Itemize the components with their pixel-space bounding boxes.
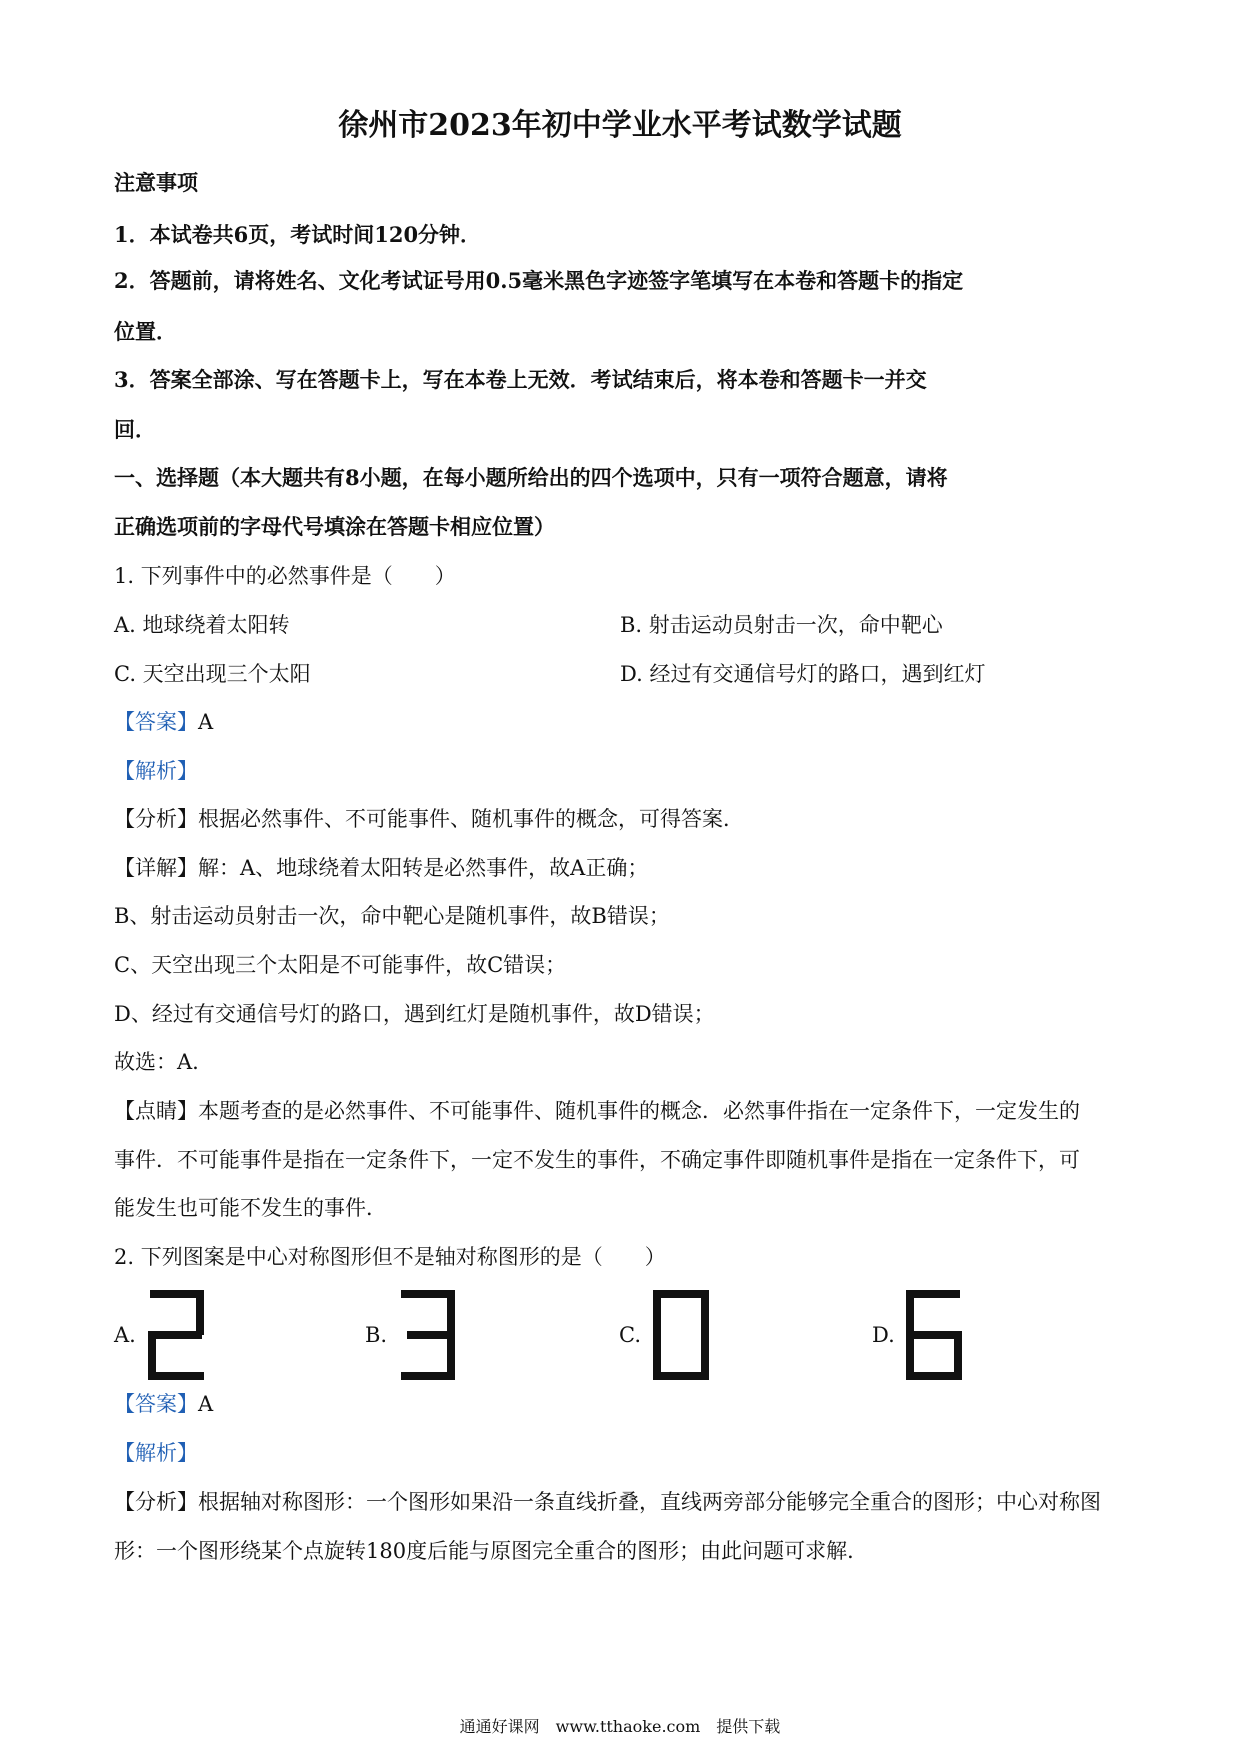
notice-item-2-line-1: 2．答题前，请将姓名、文化考试证号用0.5毫米黑色字迹签字笔填写在本卷和答题卡的指定	[114, 268, 964, 293]
q1-answer	[114, 707, 213, 737]
digit-2-figure	[146, 1290, 206, 1380]
q1-detail-3: C、天空出现三个太阳是不可能事件，故C错误；	[114, 953, 567, 977]
q2-option-d-label: D.	[872, 1323, 895, 1347]
answer-value: A	[198, 710, 214, 734]
digit-0-figure	[651, 1290, 711, 1380]
q1-option-d: D. 经过有交通信号灯的路口，遇到红灯	[620, 662, 986, 686]
answer-tag: 【答案】	[114, 710, 198, 734]
q2-option-c-label: C.	[619, 1323, 641, 1347]
notice-item-1: 1．本试卷共6页，考试时间120分钟．	[114, 222, 482, 247]
q2-answer	[114, 1389, 213, 1419]
section-heading-line-2: 正确选项前的字母代号填涂在答题卡相应位置）	[114, 514, 555, 539]
q1-detail-2: B、射击运动员射击一次，命中靶心是随机事件，故B错误；	[114, 904, 670, 928]
q2-analysis-tag: 【解析】	[114, 1441, 198, 1465]
page-footer: 通通好课网 www.tthaoke.com 提供下载	[459, 1717, 781, 1736]
notice-item-2-line-2: 位置．	[114, 319, 177, 344]
answer-value: A	[198, 1392, 214, 1416]
q1-detail-5: 故选：A.	[114, 1050, 199, 1074]
q2-fenxi-2: 形：一个图形绕某个点旋转180度后能与原图完全重合的图形；由此问题可求解．	[114, 1539, 869, 1563]
answer-tag: 【答案】	[114, 1392, 198, 1416]
section-heading-line-1: 一、选择题（本大题共有8小题，在每小题所给出的四个选项中，只有一项符合题意，请将	[114, 465, 948, 490]
digit-6-figure	[904, 1290, 964, 1380]
q1-analysis-tag: 【解析】	[114, 759, 198, 783]
q1-stem: 1. 下列事件中的必然事件是（ ）	[114, 564, 456, 588]
q2-option-b-label: B.	[365, 1323, 388, 1347]
notice-heading: 注意事项	[114, 170, 198, 195]
q1-detail-4: D、经过有交通信号灯的路口，遇到红灯是随机事件，故D错误；	[114, 1002, 715, 1026]
q2-stem: 2. 下列图案是中心对称图形但不是轴对称图形的是（ ）	[114, 1245, 666, 1269]
digit-3-figure	[397, 1290, 457, 1380]
q2-fenxi-1: 【分析】根据轴对称图形：一个图形如果沿一条直线折叠，直线两旁部分能够完全重合的图形；中心对称图	[114, 1490, 1101, 1514]
q1-fenxi: 【分析】根据必然事件、不可能事件、随机事件的概念，可得答案．	[114, 807, 744, 831]
q1-dianjing-3: 能发生也可能不发生的事件．	[114, 1196, 387, 1220]
q1-dianjing-1: 【点睛】本题考查的是必然事件、不可能事件、随机事件的概念．必然事件指在一定条件下，一定发生的	[114, 1099, 1080, 1123]
notice-item-3-line-2: 回．	[114, 417, 156, 442]
q1-option-c: C. 天空出现三个太阳	[114, 662, 311, 686]
page-title: 徐州市2023年初中学业水平考试数学试题	[338, 108, 902, 143]
q2-option-a-label: A.	[114, 1323, 136, 1347]
q1-detail-1: 【详解】解：A、地球绕着太阳转是必然事件，故A正确；	[114, 856, 649, 880]
q1-option-a: A. 地球绕着太阳转	[114, 613, 290, 637]
q1-dianjing-2: 事件．不可能事件是指在一定条件下，一定不发生的事件，不确定事件即随机事件是指在一定条件下，可	[114, 1148, 1080, 1172]
notice-item-3-line-1: 3．答案全部涂、写在答题卡上，写在本卷上无效．考试结束后，将本卷和答题卡一并交	[114, 367, 927, 392]
q1-option-b: B. 射击运动员射击一次，命中靶心	[620, 613, 943, 637]
